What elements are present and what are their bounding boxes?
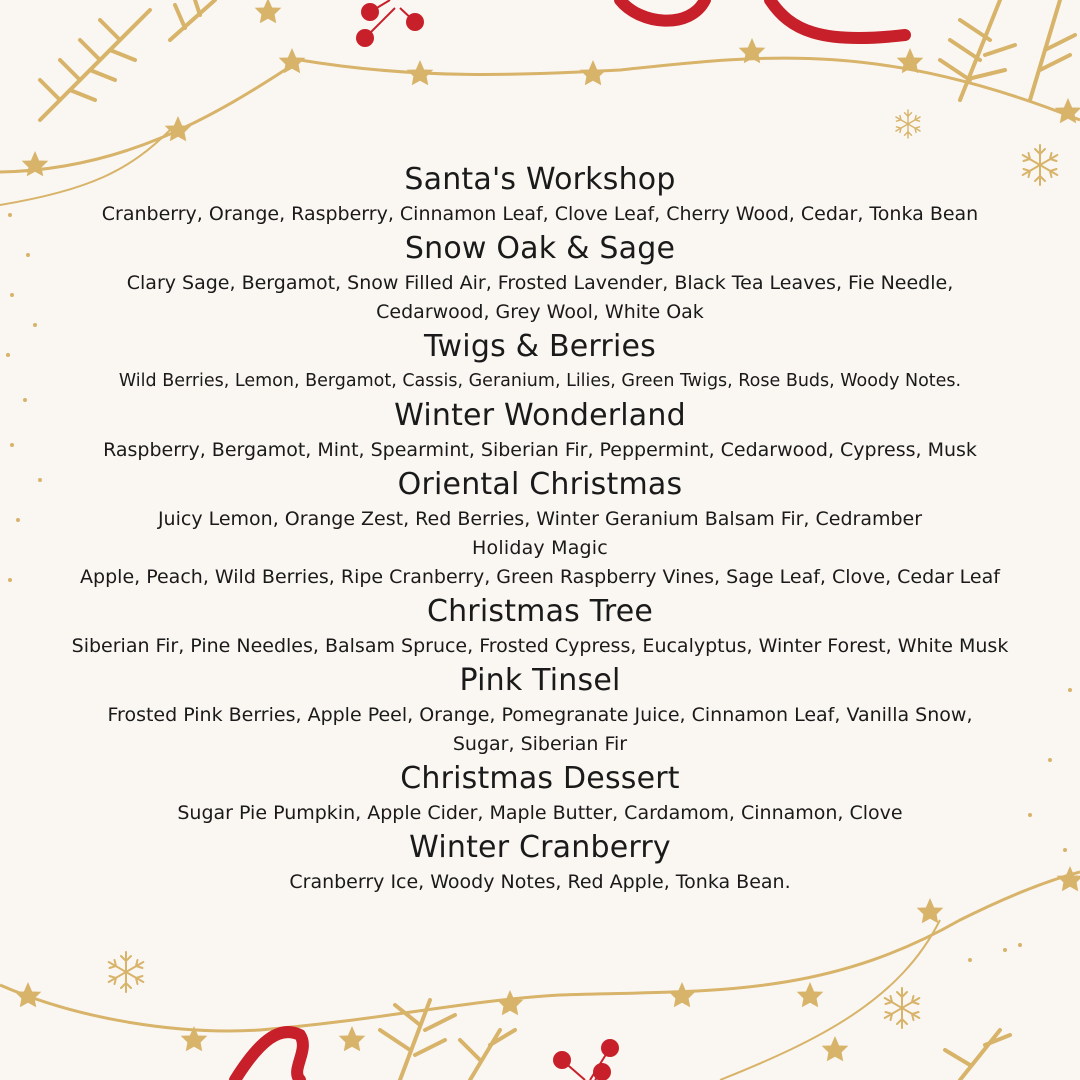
scent-name: Pink Tinsel xyxy=(459,663,621,698)
scent-notes: Cranberry, Orange, Raspberry, Cinnamon Leaf, Clove Leaf, Cherry Wood, Cedar, Tonka Bean xyxy=(101,203,979,225)
scent-menu xyxy=(40,160,1040,897)
scent-notes: Siberian Fir, Pine Needles, Balsam Spruce, Frosted Cypress, Eucalyptus, Winter Forest, White Musk xyxy=(71,635,1009,657)
star-icon xyxy=(339,1026,366,1051)
scent-entry xyxy=(40,592,1040,661)
star-icon xyxy=(917,898,944,923)
star-icon xyxy=(669,982,696,1007)
ribbon-icon xyxy=(620,0,905,38)
scent-entry xyxy=(40,396,1040,465)
star-icon xyxy=(255,0,282,23)
scent-entry xyxy=(40,828,1040,897)
snowflake-icon xyxy=(109,952,144,992)
scent-name: Winter Cranberry xyxy=(409,830,671,865)
scent-notes: Raspberry, Bergamot, Mint, Spearmint, Siberian Fir, Peppermint, Cedarwood, Cypress, Musk xyxy=(103,439,977,461)
scent-notes: Frosted Pink Berries, Apple Peel, Orange, Pomegranate Juice, Cinnamon Leaf, Vanilla Snow, Sugar, Siberian Fir xyxy=(107,704,973,755)
star-icon xyxy=(797,982,824,1007)
ribbon-icon xyxy=(235,1032,303,1080)
scent-name: Holiday Magic xyxy=(472,537,608,559)
star-icon xyxy=(497,990,524,1015)
scent-entry xyxy=(40,229,1040,327)
scent-notes: Apple, Peach, Wild Berries, Ripe Cranberry, Green Raspberry Vines, Sage Leaf, Clove, Cedar Leaf xyxy=(80,566,1000,588)
garland-string-top xyxy=(0,58,1080,172)
star-icon xyxy=(165,116,192,141)
snowflake-icon xyxy=(885,988,920,1028)
scent-notes: Wild Berries, Lemon, Bergamot, Cassis, Geranium, Lilies, Green Twigs, Rose Buds, Woody Notes. xyxy=(118,371,962,391)
scent-entry xyxy=(40,160,1040,229)
scent-notes: Clary Sage, Bergamot, Snow Filled Air, Frosted Lavender, Black Tea Leaves, Fie Needle, Cedarwood, Grey Wool, White Oak xyxy=(126,272,954,323)
scent-name: Twigs & Berries xyxy=(424,329,656,364)
star-icon xyxy=(15,982,42,1007)
star-icon xyxy=(580,60,607,85)
scent-entry xyxy=(40,327,1040,396)
star-icon xyxy=(1057,866,1080,891)
scent-name: Christmas Dessert xyxy=(400,761,680,796)
scent-notes: Sugar Pie Pumpkin, Apple Cider, Maple Butter, Cardamom, Cinnamon, Clove xyxy=(177,802,903,824)
scent-entry xyxy=(40,661,1040,759)
scent-notes: Juicy Lemon, Orange Zest, Red Berries, Winter Geranium Balsam Fir, Cedramber xyxy=(157,508,923,530)
scent-entry xyxy=(40,465,1040,534)
scent-notes: Cranberry Ice, Woody Notes, Red Apple, Tonka Bean. xyxy=(289,871,791,893)
star-icon xyxy=(407,60,434,85)
scent-name: Christmas Tree xyxy=(426,594,654,629)
scent-name: Winter Wonderland xyxy=(394,398,686,433)
snowflake-icon xyxy=(896,110,920,138)
scent-entry xyxy=(40,534,1040,592)
scent-name: Snow Oak & Sage xyxy=(404,231,676,266)
scent-name: Oriental Christmas xyxy=(397,467,683,502)
star-icon xyxy=(822,1036,849,1061)
berry-icon xyxy=(356,3,424,47)
scent-entry xyxy=(40,759,1040,828)
star-icon xyxy=(279,48,306,73)
scent-name: Santa's Workshop xyxy=(404,162,676,197)
